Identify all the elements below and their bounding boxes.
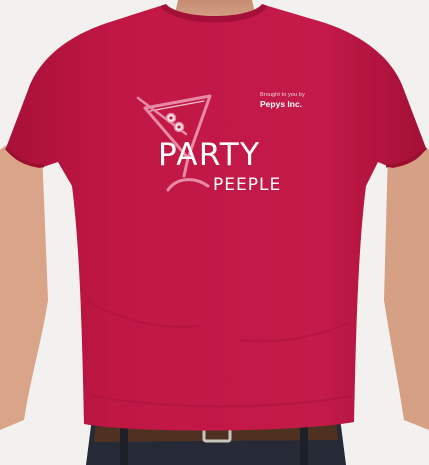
tagline: Brought to you by bbox=[260, 92, 305, 98]
title-party: PARTY bbox=[158, 137, 261, 173]
title-peeple: PEEPLE bbox=[213, 175, 282, 195]
brand-name: Pepys Inc. bbox=[260, 99, 303, 109]
